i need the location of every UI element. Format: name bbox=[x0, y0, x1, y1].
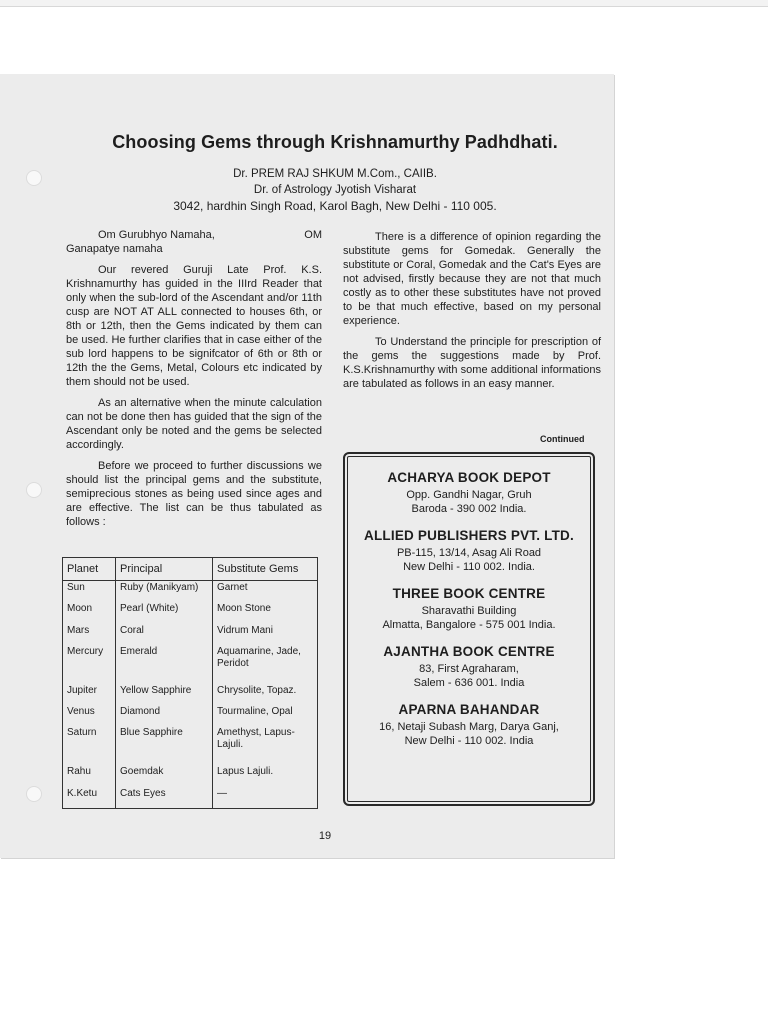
principal-gem-cell: Pearl (White) bbox=[116, 602, 213, 623]
principal-gem-cell: Ruby (Manikyam) bbox=[116, 581, 213, 603]
principal-gem-cell: Goemdak bbox=[116, 765, 213, 786]
paragraph: Our revered Guruji Late Prof. K.S. Krishnamurthy has guided in the IIIrd Reader that only when the sub-lord of the Ascendant and/or 11th cusp are NOT AT ALL connected to houses 6th, or 8th or 12th, then the Gems indicated by them can be used. He further clarifies that in case either of the sub lord happens to be signifcator of 6th or 8th or 12th the the Gems, Metal, Colours etc indicated by them should not be used. bbox=[66, 264, 322, 388]
author-line: Dr. PREM RAJ SHKUM M.Com., CAIIB. bbox=[233, 168, 437, 180]
principal-gem-cell: Diamond bbox=[116, 705, 213, 726]
principal-gem-cell: Yellow Sapphire bbox=[116, 684, 213, 705]
punch-hole bbox=[26, 482, 42, 498]
invocation-om: OM bbox=[304, 229, 322, 241]
principal-gem-cell: Emerald bbox=[116, 645, 213, 684]
principal-gem-cell: Blue Sapphire bbox=[116, 726, 213, 765]
publisher-address-line: Sharavathi Building bbox=[421, 605, 517, 617]
paragraph: To Understand the principle for prescription of the gems the suggestions made by Prof. K.S.Krishnamurthy with some additional informations are tabulated as follows in an easy manner. bbox=[343, 336, 601, 390]
substitute-gem-cell: Amethyst, Lapus-Lajuli. bbox=[213, 726, 318, 765]
substitute-gem-cell: Moon Stone bbox=[213, 602, 318, 623]
publisher-address-line: New Delhi - 110 002. India. bbox=[403, 561, 535, 573]
publisher-name: ALLIED PUBLISHERS PVT. LTD. bbox=[364, 528, 574, 543]
table-row bbox=[63, 726, 318, 765]
invocation-second-line: Ganapatye namaha bbox=[66, 243, 163, 255]
right-column bbox=[343, 230, 601, 398]
publisher-address-line: Opp. Gandhi Nagar, Gruh bbox=[406, 489, 532, 501]
substitute-gem-cell: Chrysolite, Topaz. bbox=[213, 684, 318, 705]
credential-line: Dr. of Astrology Jyotish Visharat bbox=[253, 184, 417, 196]
principal-gem-cell: Coral bbox=[116, 624, 213, 645]
publisher-entry bbox=[345, 528, 593, 574]
table-row bbox=[63, 765, 318, 786]
paragraph: Before we proceed to further discussions we should list the principal gems and the substitute, semiprecious stones as being used since ages and are effective. The list can be thus tabulated as follows : bbox=[66, 460, 322, 528]
gem-table bbox=[62, 557, 318, 809]
planet-cell: Saturn bbox=[63, 726, 116, 765]
table-row bbox=[63, 705, 318, 726]
scanned-page bbox=[0, 74, 614, 858]
publisher-address-line: Almatta, Bangalore - 575 001 India. bbox=[382, 619, 556, 631]
planet-cell: Mercury bbox=[63, 645, 116, 684]
planet-cell: Venus bbox=[63, 705, 116, 726]
substitute-gem-cell: Aquamarine, Jade, Peridot bbox=[213, 645, 318, 684]
table-row bbox=[63, 684, 318, 705]
substitute-gem-cell: Tourmaline, Opal bbox=[213, 705, 318, 726]
invocation bbox=[66, 228, 322, 242]
planet-cell: Jupiter bbox=[63, 684, 116, 705]
publisher-address-line: 16, Netaji Subash Marg, Darya Ganj, bbox=[379, 721, 559, 733]
publisher-entry bbox=[345, 586, 593, 632]
invocation-text: Om Gurubhyo Namaha, bbox=[98, 229, 215, 241]
substitute-gem-cell: Vidrum Mani bbox=[213, 624, 318, 645]
left-column bbox=[66, 228, 322, 536]
page-number: 19 bbox=[318, 830, 332, 842]
substitute-gem-cell: Lapus Lajuli. bbox=[213, 765, 318, 786]
principal-gem-cell: Cats Eyes bbox=[116, 787, 213, 809]
planet-cell: K.Ketu bbox=[63, 787, 116, 809]
planet-cell: Moon bbox=[63, 602, 116, 623]
paragraph: As an alternative when the minute calculation can not be done then has guided that the sign of the Ascendant only be noted and the gems be selected accordingly. bbox=[66, 397, 322, 451]
table-row bbox=[63, 787, 318, 809]
publishers-advert-box bbox=[343, 452, 595, 806]
paragraph: There is a difference of opinion regarding the substitute gems for Gomedak. Generally the substitute or Coral, Gomedak and the Cat's Eyes are not advised, firstly because they are not that much costly as to other these substitutes have not proved to be that much effective, based on my personal experience. bbox=[343, 231, 601, 327]
table-row bbox=[63, 581, 318, 603]
publisher-name: AJANTHA BOOK CENTRE bbox=[383, 644, 555, 659]
article-title: Choosing Gems through Krishnamurthy Padhdhati. bbox=[112, 132, 558, 152]
table-row bbox=[63, 645, 318, 684]
table-row bbox=[63, 602, 318, 623]
publisher-address-line: New Delhi - 110 002. India bbox=[404, 735, 534, 747]
column-header-substitute: Substitute Gems bbox=[213, 558, 318, 581]
publisher-name: ACHARYA BOOK DEPOT bbox=[387, 470, 551, 485]
planet-cell: Mars bbox=[63, 624, 116, 645]
publisher-entry bbox=[345, 644, 593, 690]
column-header-planet: Planet bbox=[63, 558, 116, 581]
scanner-edge bbox=[0, 0, 768, 7]
continued-label: Continued bbox=[540, 434, 585, 444]
publisher-name: APARNA BAHANDAR bbox=[398, 702, 540, 717]
publisher-name: THREE BOOK CENTRE bbox=[392, 586, 546, 601]
publisher-address-line: PB-115, 13/14, Asag Ali Road bbox=[396, 547, 542, 559]
punch-hole bbox=[26, 786, 42, 802]
planet-cell: Rahu bbox=[63, 765, 116, 786]
column-header-principal: Principal bbox=[116, 558, 213, 581]
publisher-address-line: Salem - 636 001. India bbox=[413, 677, 525, 689]
address-line: 3042, hardhin Singh Road, Karol Bagh, New Delhi - 110 005. bbox=[173, 199, 497, 213]
substitute-gem-cell: — bbox=[213, 787, 318, 809]
substitute-gem-cell: Garnet bbox=[213, 581, 318, 603]
table-header-row bbox=[63, 558, 318, 581]
publisher-address-line: 83, First Agraharam, bbox=[419, 663, 519, 675]
publisher-entry bbox=[345, 470, 593, 516]
publisher-entry bbox=[345, 702, 593, 748]
table-row bbox=[63, 624, 318, 645]
planet-cell: Sun bbox=[63, 581, 116, 603]
publisher-address-line: Baroda - 390 002 India. bbox=[411, 503, 527, 515]
